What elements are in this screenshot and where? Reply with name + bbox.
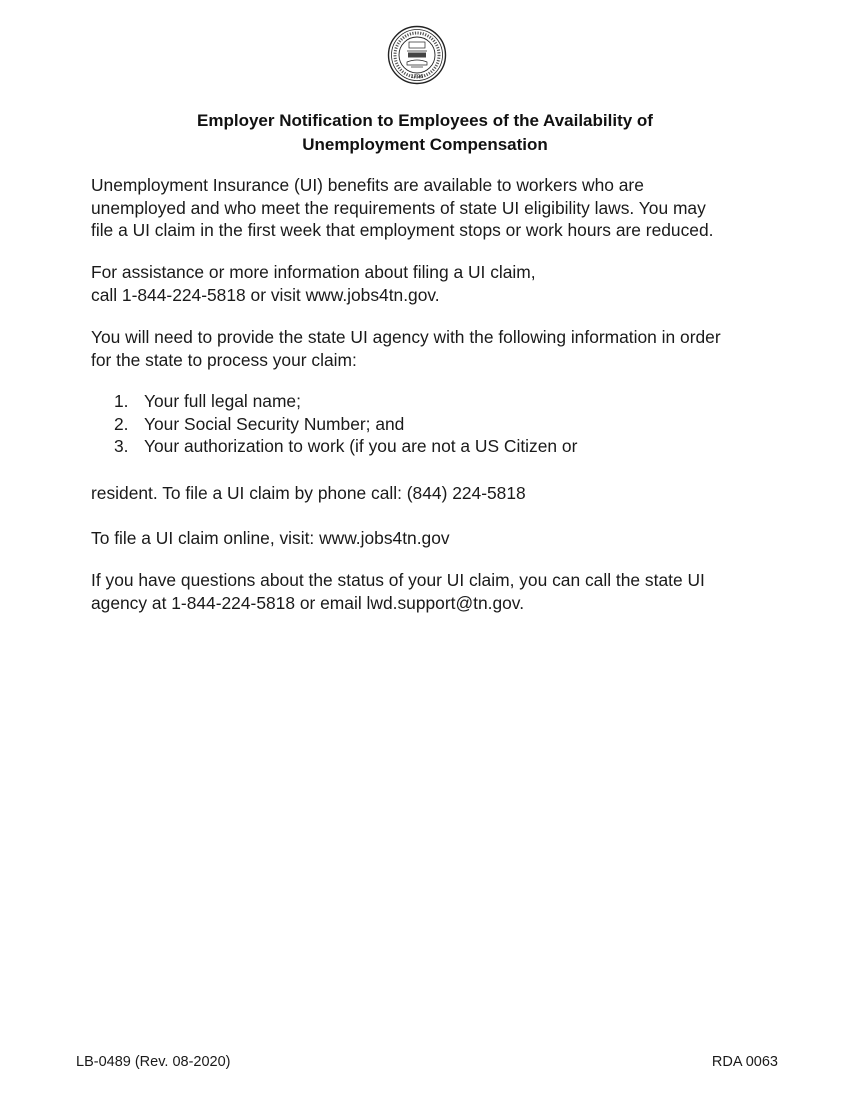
list-item: [114, 390, 577, 413]
paragraph-ui-benefits: [91, 174, 771, 242]
list-item-text: Your Social Security Number; and: [144, 413, 405, 434]
paragraph-line: unemployed and who meet the requirements of state UI eligibility laws. You may: [91, 197, 706, 218]
list-item: [114, 435, 577, 458]
paragraph-online-claim: [91, 527, 771, 550]
list-number: 2.: [114, 413, 129, 434]
paragraph-claim-status: [91, 569, 771, 614]
paragraph-line: For assistance or more information about filing a UI claim,: [91, 262, 536, 282]
form-number: LB-0489 (Rev. 08-2020): [76, 1054, 231, 1070]
document-title: [0, 109, 850, 157]
list-item-text: Your full legal name;: [144, 391, 301, 411]
paragraph-line: file a UI claim in the first week that employment stops or work hours are reduced.: [91, 220, 714, 240]
paragraph-line: You will need to provide the state UI agency with the following information in order: [91, 327, 721, 347]
paragraph-line: If you have questions about the status of your UI claim, you can call the state UI: [91, 570, 705, 590]
paragraph-line: agency at 1-844-224-5818 or email lwd.support@tn.gov.: [91, 592, 525, 613]
paragraph-line: To file a UI claim online, visit: www.jobs4tn.gov: [91, 528, 450, 548]
rda-number: RDA 0063: [711, 1054, 778, 1070]
list-item-text: Your authorization to work (if you are not a US Citizen or: [144, 436, 578, 456]
paragraph-assistance: [91, 261, 771, 306]
paragraph-phone-claim: [91, 482, 771, 505]
paragraph-line: Unemployment Insurance (UI) benefits are available to workers who are: [91, 175, 644, 195]
list-item: [114, 413, 577, 436]
list-number: 1.: [114, 391, 129, 411]
tennessee-state-seal-icon: [387, 25, 447, 85]
paragraph-required-info: [91, 326, 771, 371]
svg-text:1796: 1796: [410, 74, 424, 80]
paragraph-line: call 1-844-224-5818 or visit www.jobs4tn.gov.: [91, 284, 440, 305]
paragraph-line: for the state to process your claim:: [91, 349, 357, 370]
title-line-2: Unemployment Compensation: [302, 135, 548, 154]
paragraph-line: resident. To file a UI claim by phone call: (844) 224-5818: [91, 483, 526, 503]
requirements-list: [114, 390, 577, 458]
title-line-1: Employer Notification to Employees of the Availability of: [197, 111, 653, 130]
list-number: 3.: [114, 436, 129, 456]
